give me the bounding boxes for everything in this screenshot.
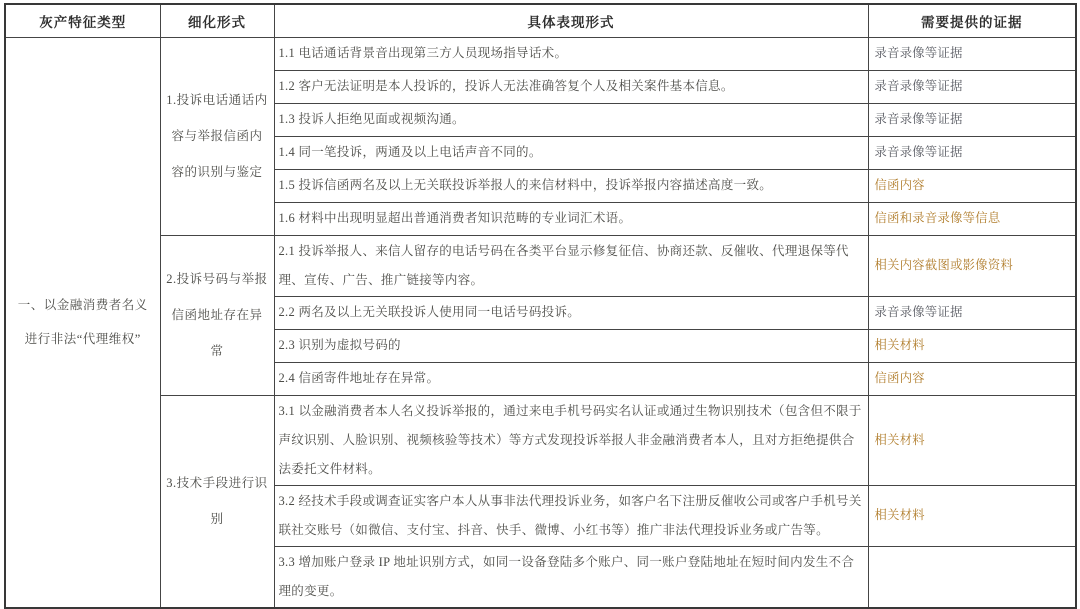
form-cell: 2.投诉号码与举报信函地址存在异常 (160, 235, 274, 395)
detail-cell: 3.1 以金融消费者本人名义投诉举报的，通过来电手机号码实名认证或通过生物识别技术（包含但不限于声纹识别、人脸识别、视频核验等技术）等方式发现投诉举报人非金融消费者本人，且对方拒绝提供合法委托文件材料。 (274, 395, 868, 485)
detail-cell: 1.1 电话通话背景音出现第三方人员现场指导话术。 (274, 37, 868, 70)
detail-cell: 3.2 经技术手段或调查证实客户本人从事非法代理投诉业务，如客户名下注册反催收公司或客户手机号关联社交账号（如微信、支付宝、抖音、快手、微博、小红书等）推广非法代理投诉业务或广告等。 (274, 485, 868, 546)
feature-table (4, 3, 1077, 609)
header-row (5, 4, 1076, 37)
evidence-cell: 信函内容 (868, 169, 1076, 202)
evidence-cell: 录音录像等证据 (868, 37, 1076, 70)
evidence-cell (868, 546, 1076, 608)
detail-cell: 2.3 识别为虚拟号码的 (274, 329, 868, 362)
detail-cell: 3.3 增加账户登录 IP 地址识别方式，如同一设备登陆多个账户、同一账户登陆地址在短时间内发生不合理的变更。 (274, 546, 868, 608)
detail-cell: 2.4 信函寄件地址存在异常。 (274, 362, 868, 395)
column-header-type: 灰产特征类型 (5, 4, 160, 37)
evidence-cell: 录音录像等证据 (868, 70, 1076, 103)
detail-cell: 2.1 投诉举报人、来信人留存的电话号码在各类平台显示修复征信、协商还款、反催收、代理退保等代理、宣传、广告、推广链接等内容。 (274, 235, 868, 296)
evidence-cell: 相关材料 (868, 395, 1076, 485)
evidence-cell: 录音录像等证据 (868, 296, 1076, 329)
evidence-cell: 相关材料 (868, 329, 1076, 362)
detail-cell: 1.3 投诉人拒绝见面或视频沟通。 (274, 103, 868, 136)
column-header-detail: 具体表现形式 (274, 4, 868, 37)
detail-cell: 1.6 材料中出现明显超出普通消费者知识范畴的专业词汇术语。 (274, 202, 868, 235)
evidence-cell: 信函内容 (868, 362, 1076, 395)
detail-cell: 1.2 客户无法证明是本人投诉的，投诉人无法准确答复个人及相关案件基本信息。 (274, 70, 868, 103)
form-cell: 3.技术手段进行识别 (160, 395, 274, 608)
category-cell: 一、以金融消费者名义进行非法“代理维权” (5, 37, 160, 608)
evidence-cell: 相关材料 (868, 485, 1076, 546)
table-row (5, 395, 1076, 485)
detail-cell: 2.2 两名及以上无关联投诉人使用同一电话号码投诉。 (274, 296, 868, 329)
detail-cell: 1.4 同一笔投诉，两通及以上电话声音不同的。 (274, 136, 868, 169)
evidence-cell: 相关内容截图或影像资料 (868, 235, 1076, 296)
table-row (5, 37, 1076, 70)
evidence-cell: 信函和录音录像等信息 (868, 202, 1076, 235)
detail-cell: 1.5 投诉信函两名及以上无关联投诉举报人的来信材料中，投诉举报内容描述高度一致。 (274, 169, 868, 202)
column-header-evidence: 需要提供的证据 (868, 4, 1076, 37)
column-header-form: 细化形式 (160, 4, 274, 37)
table-header (5, 4, 1076, 37)
evidence-cell: 录音录像等证据 (868, 136, 1076, 169)
form-cell: 1.投诉电话通话内容与举报信函内容的识别与鉴定 (160, 37, 274, 235)
table-body (5, 37, 1076, 608)
evidence-cell: 录音录像等证据 (868, 103, 1076, 136)
table-row (5, 235, 1076, 296)
